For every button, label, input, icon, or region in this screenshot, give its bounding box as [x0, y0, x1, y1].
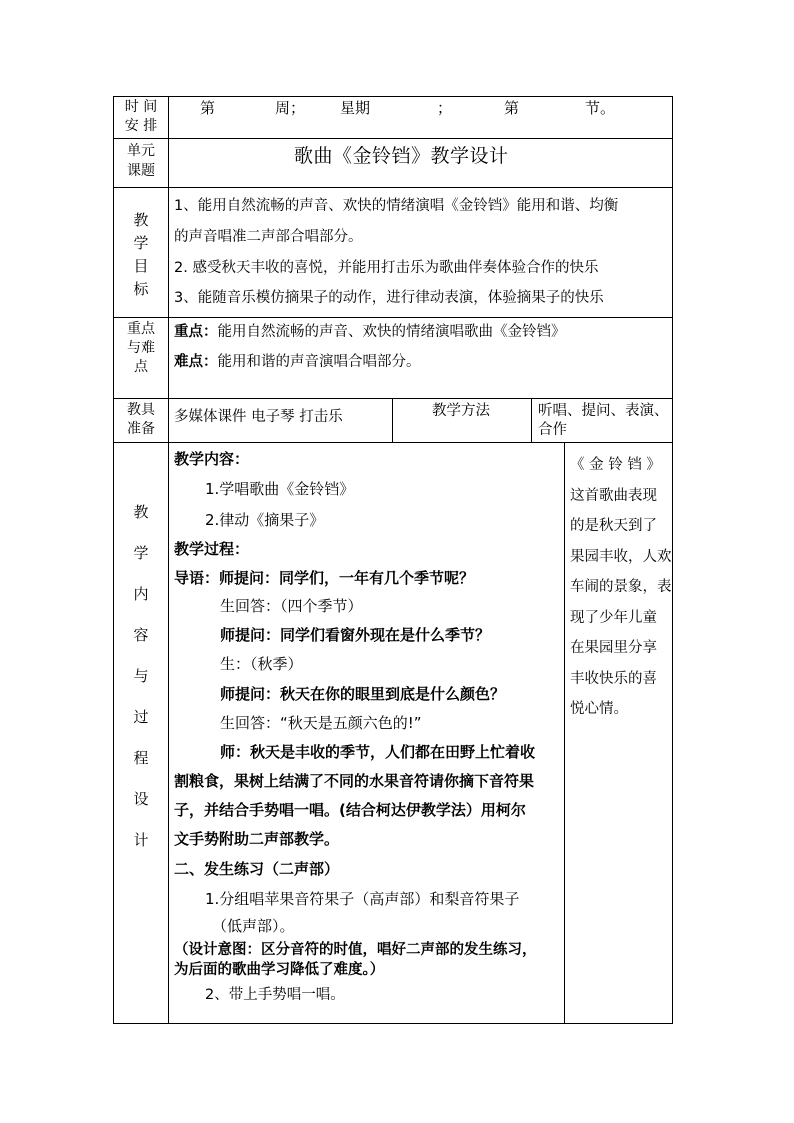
student-answer: 生回答：“秋天是五颜六色的!”	[220, 714, 422, 732]
objective-line: 2. 感受秋天丰收的喜悦，并能用打击乐为歌曲伴奏体验合作的快乐	[174, 260, 599, 276]
side-note-line: 悦心情。	[570, 701, 628, 717]
key-point	[174, 324, 566, 341]
keypoints-label-line3: 点	[134, 359, 148, 375]
side-note-line: 在果园里分享	[570, 640, 657, 656]
objective-line: 1、能用自然流畅的声音、欢快的情绪演唱《金铃铛》能用和谐、均衡	[174, 198, 619, 214]
schedule-label-line1: 时 间	[124, 99, 158, 115]
process-label-char: 计	[133, 831, 149, 849]
process-label-char: 学	[133, 544, 149, 562]
unit-label	[118, 141, 164, 181]
side-note-line: 现了少年儿童	[570, 609, 657, 626]
process-label-char: 过	[133, 708, 149, 726]
key-point-text: 能用自然流畅的声音、欢快的情绪演唱歌曲《金铃铛》	[217, 324, 566, 340]
content-heading: 教学内容：	[174, 450, 250, 468]
side-note-line: 《 金 铃 铛 》	[570, 457, 661, 473]
note-column-divider	[564, 442, 565, 1024]
method-value-line2: 合作	[538, 422, 567, 438]
process-label	[129, 505, 153, 848]
objective-line: 的声音唱准二声部合唱部分。	[174, 229, 363, 245]
side-note-line: 的是秋天到了	[570, 518, 657, 534]
intro-question: 导语：师提问：同学们，一年有几个季节呢？	[174, 569, 475, 587]
teacher-question: 师提问：同学们看窗外现在是什么季节？	[220, 626, 491, 644]
practice-item: 1.分组唱苹果音符果子（高声部）和梨音符果子	[205, 890, 520, 908]
weekday-separator: ；	[437, 99, 453, 117]
keypoints-label-line2: 与难	[127, 340, 155, 356]
objectives-label-char: 标	[133, 280, 149, 298]
process-label-char: 内	[133, 585, 149, 603]
row-divider	[113, 138, 673, 139]
objective-line: 3、能随音乐模仿摘果子的动作，进行律动表演，体验摘果子的快乐	[174, 290, 604, 306]
process-heading: 教学过程：	[174, 540, 250, 558]
difficult-point-text: 能用和谐的声音演唱合唱部分。	[217, 354, 421, 370]
side-note-line: 车闹的景象，表	[570, 579, 672, 595]
content-item: 1.学唱歌曲《金铃铛》	[205, 480, 355, 498]
side-note-line: 这首歌曲表现	[570, 487, 657, 504]
tools-label-line2: 准备	[127, 421, 155, 437]
practice-section-heading: 二、发生练习（二声部）	[174, 860, 340, 878]
tools-value: 多媒体课件 电子琴 打击乐	[174, 409, 343, 425]
unit-label-line1: 单元	[127, 143, 155, 159]
content-item: 2.律动《摘果子》	[205, 511, 325, 529]
table-border-left	[113, 96, 114, 1024]
design-intent: （设计意图：区分音符的时值，唱好二声部的发生练习，	[174, 942, 537, 958]
tools-label-line1: 教具	[127, 402, 155, 418]
student-answer: 生回答：（四个季节）	[220, 597, 363, 615]
process-label-char: 容	[133, 626, 149, 644]
table-border-bottom	[113, 1023, 673, 1024]
tools-label	[118, 401, 164, 439]
objectives-label	[129, 213, 153, 297]
keypoints-label-line1: 重点	[127, 321, 155, 337]
period-suffix: 节。	[585, 99, 616, 117]
teacher-speech: 师：秋天是丰收的季节，人们都在田野上忙着收	[220, 743, 536, 761]
row-divider	[113, 442, 673, 443]
weekday: 星期	[340, 99, 371, 117]
schedule-label	[118, 98, 164, 136]
practice-item: （低声部）。	[212, 917, 295, 935]
lesson-title: 歌曲《金铃铛》教学设计	[294, 145, 509, 167]
process-label-char: 程	[133, 749, 149, 767]
table-border-top	[113, 96, 673, 97]
objectives-label-char: 目	[133, 257, 149, 275]
design-intent: 为后面的歌曲学习降低了难度。）	[174, 962, 385, 978]
row-divider	[113, 187, 673, 188]
process-label-char: 设	[133, 790, 149, 808]
student-answer: 生：（秋季）	[220, 655, 303, 673]
objectives-label-char: 学	[133, 234, 149, 252]
side-note	[570, 450, 672, 725]
teacher-speech: 文手势附助二声部教学。	[174, 830, 340, 848]
key-point-label: 重点：	[174, 324, 218, 340]
method-value	[538, 402, 669, 440]
period-prefix: 第	[504, 99, 520, 117]
schedule-label-line2: 安 排	[124, 118, 158, 134]
teacher-speech: 割粮食，果树上结满了不同的水果音符请你摘下音符果	[174, 772, 535, 790]
teacher-speech: 子，并结合手势唱一唱。(结合柯达伊教学法）用柯尔	[174, 801, 526, 819]
side-note-line: 丰收快乐的喜	[570, 670, 657, 687]
process-label-char: 与	[133, 667, 149, 685]
table-border-right	[672, 96, 673, 1024]
difficult-point-label: 难点：	[174, 354, 218, 370]
process-label-char: 教	[133, 503, 149, 521]
keypoints-label	[118, 320, 164, 377]
objectives-label-char: 教	[133, 211, 149, 229]
method-divider	[531, 398, 532, 442]
practice-item: 2、带上手势唱一唱。	[205, 987, 345, 1003]
week-suffix: 周；	[275, 99, 306, 117]
label-column-divider	[168, 96, 169, 1024]
week-prefix: 第	[200, 99, 216, 117]
method-label: 教学方法	[432, 403, 490, 419]
side-note-line: 果园丰收，人欢	[570, 548, 672, 565]
teacher-question: 师提问：秋天在你的眼里到底是什么颜色？	[220, 685, 506, 703]
row-divider	[113, 398, 673, 399]
difficult-point	[174, 354, 421, 371]
tools-divider	[392, 398, 393, 442]
method-value-line1: 听唱、提问、表演、	[538, 403, 669, 419]
unit-label-line2: 课题	[127, 163, 155, 179]
row-divider	[113, 317, 673, 318]
